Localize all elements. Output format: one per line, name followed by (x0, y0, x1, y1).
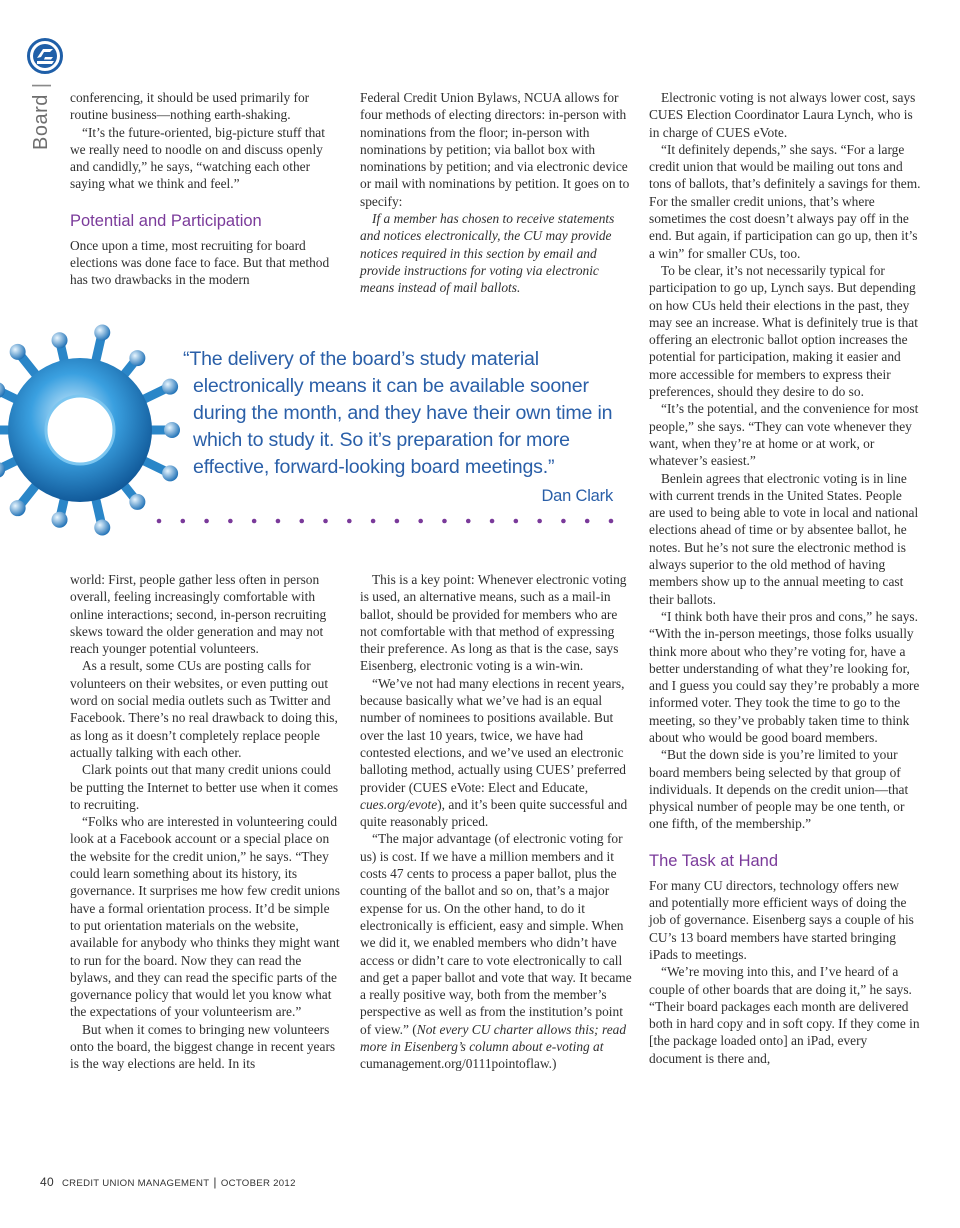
paragraph: Electronic voting is not always lower cost, says CUES Election Coordinator Laura Lynch, who is in charge of CUES eVote. (649, 90, 916, 140)
divider-dot (204, 519, 209, 524)
text: “We’ve not had many elections in recent years, because basically what we’ve had is an equal number of nominees to positions available. But over the last 10 years, twice, we have had contested elections, and we’ve used an electronic balloting method, actually using CUES’ preferred provider (CUES eVote: Elect and Educate, (360, 675, 627, 795)
divider-dot (347, 519, 352, 524)
section-label (30, 82, 53, 150)
paragraph: “Folks who are interested in volunteering could look at a Facebook account or a special place on the website for the credit union,” he says. “They could learn something about its history, its governance. It surprises me how few credit unions have a formal orientation process. It’d be simple to put orientation materials on the website, available for anybody who thinks they might want to run for the board. Now they can read the bylaws, and they can read the specific parts of the governance policy that would let you know what the expectations of your volunteerism are.” (70, 814, 340, 1020)
paragraph (360, 830, 632, 1072)
dotted-divider (155, 517, 615, 525)
paragraph: “We’re moving into this, and I’ve heard of a couple of other boards that are doing it,” he says. “Their board packages each month are delivered both in hard copy and in soft copy. If they come in [the package loaded onto] an iPad, every document is there and, (649, 964, 920, 1066)
column-2-top (360, 89, 632, 297)
paragraph: conferencing, it should be used primarily for routine business—nothing earth-shaking. (70, 90, 310, 123)
section-label-text: Board (30, 94, 52, 150)
publication-name: CREDIT UNION MANAGEMENT (61, 1178, 210, 1189)
divider-dot (466, 519, 471, 524)
divider-dot (157, 519, 162, 524)
column-1-top (70, 89, 342, 289)
paragraph: For many CU directors, technology offers new and potentially more efficient ways of doing the job of governance. Eisenberg says a couple of his CU’s 13 board members have started bringing iPads to meetings. (649, 877, 914, 962)
divider-dot (442, 519, 447, 524)
text: “The major advantage (of electronic voting for us) is cost. If we have a million members and it costs 47 cents to process a paper ballot, plus the counting of the ballot and so on, that’s a major expense for us. On the other hand, to do it electronically is efficient, easy and simple. When we did it, we enabled members who didn’t have access or didn’t care to vote electronically to call and get a paper ballot and vote that way. It became a really positive way, both from the member’s perspective as well as from the institution’s point of view.” ( (360, 831, 632, 1037)
paragraph: “It’s the future-oriented, big-picture stuff that we really need to noodle on and discuss openly and candidly,” he says, “watching each other saying what we think and feel.” (70, 124, 325, 192)
paragraph: “But the down side is you’re limited to your board members being selected by that group of individuals. It depends on the credit union—that physical number of people may be one tenth, or one fifth, of the membership.” (649, 747, 909, 832)
paragraph: Clark points out that many credit unions could be putting the Internet to better use when it comes to recruiting. (70, 762, 339, 812)
paragraph: world: First, people gather less often in person overall, feeling increasingly comfortable with online interactions; second, in-person recruiting skews toward the older generation and may not reach younger potential volunteers. (70, 572, 327, 657)
italic-note: Not every CU charter allows this; read more in Eisenberg’s column about e-voting at (360, 1021, 627, 1055)
pull-quote-text: “The delivery of the board’s study material electronically means it can be available sooner during the month, and they have their own time in which to study it. So it’s preparation for more effective, forward-looking board meetings.” (183, 348, 613, 478)
paragraph (360, 675, 632, 831)
text: ), and it’s been quite successful and quite reasonably priced. (360, 796, 628, 830)
section-label-divider: | (30, 82, 52, 89)
paragraph: As a result, some CUs are posting calls for volunteers on their websites, or even putting out word on social media outlets such as Twitter and Facebook. There’s no real drawback to doing this, as long as it doesn’t completely replace people actually talking with each other. (70, 658, 338, 760)
paragraph: This is a key point: Whenever electronic voting is used, an alternative means, such as a mail-in ballot, should be provided for members who are not comfortable with that method of expressing their preference. As long as that is the case, says Eisenberg, electronic voting is a win-win. (360, 572, 627, 674)
divider-dot (585, 519, 590, 524)
divider-dot (299, 519, 304, 524)
paragraph: Once upon a time, most recruiting for board elections was done face to face. But that method has two drawbacks in the modern (70, 237, 330, 288)
page-footer (40, 1175, 296, 1189)
divider-dot (561, 519, 566, 524)
divider-dot (395, 519, 400, 524)
divider-dot (514, 519, 519, 524)
divider-dot (323, 519, 328, 524)
pull-quote (183, 346, 613, 510)
divider-dot (490, 519, 495, 524)
paragraph: To be clear, it’s not necessarily typical for participation to go up, Lynch says. But depending on how CUs held their elections in the past, they may see an increase. What is definitely true is that offering an electronic ballot option increases the potential for participation, making it easier and more accessible for members to express their preferences, should they desire to do so. (649, 262, 918, 400)
divider-dot (418, 519, 423, 524)
paragraph: “I think both have their pros and cons,” he says. “With the in-person meetings, those folks usually think more about who they’re voting for, have a better understanding of what they’re looking for, and I guess you could say they’re probably a more informed voter. They took the time to go to the meeting, so they’ve probably taken time to think about who would be good board members. (649, 608, 920, 745)
column-3 (649, 89, 921, 1067)
footer-divider: | (213, 1175, 217, 1189)
pull-quote-attribution: Dan Clark (541, 487, 613, 505)
text: ) (552, 1056, 557, 1072)
gear-illustration-icon (0, 308, 190, 548)
divider-dot (371, 519, 376, 524)
section-heading-potential: Potential and Participation (70, 211, 262, 230)
paragraph: Federal Credit Union Bylaws, NCUA allows for four methods of electing directors: in-person with nominations from the floor; in-person with nominations by petition; via ballot box with nominations by petition; and via electronic device or mail with nominations by petition. It goes on to specify: (360, 90, 630, 209)
cues-logo-icon (27, 38, 63, 74)
paragraph: “It definitely depends,” she says. “For a large credit union that would be mailing out tons and tons of ballots, that’s definitely a savings for them. For the smaller credit unions, that’s where sometimes the cost doesn’t always pay off in the end. But again, if participation can go up, then it’s a win” for smaller CUs, too. (649, 141, 921, 261)
paragraph: Benlein agrees that electronic voting is in line with current trends in the United States. People are used to being able to vote in local and national elections ahead of time or by absentee ballot, he notes. But he’s not sure the electronic method is always superior to the old method of having members show up to the annual meeting to cast their ballots. (649, 470, 919, 607)
paragraph: But when it comes to bringing new volunteers onto the board, the biggest change in recent years is the way elections are held. In its (70, 1021, 336, 1072)
column-link[interactable]: cumanagement.org/0111pointoflaw. (360, 1056, 553, 1072)
column-2-bottom (360, 571, 632, 1073)
evote-link[interactable]: cues.org/evote (360, 796, 438, 812)
column-1-bottom (70, 571, 342, 1073)
divider-dot (252, 519, 257, 524)
divider-dot (228, 519, 233, 524)
paragraph: “It’s the potential, and the convenience for most people,” she says. “They can vote whenever they want, when they’re at home or at work, or whatever’s easiest.” (649, 401, 919, 469)
divider-dot (180, 519, 185, 524)
issue-date: OCTOBER 2012 (220, 1178, 296, 1189)
italic-quote: If a member has chosen to receive statements and notices electronically, the CU may provide notices required in this section by email and provide instructions for voting via electronic means instead of mail ballots. (360, 211, 615, 296)
divider-dot (609, 519, 614, 524)
page-number: 40 (40, 1175, 54, 1189)
divider-dot (276, 519, 281, 524)
section-heading-task: The Task at Hand (649, 851, 779, 870)
divider-dot (537, 519, 542, 524)
